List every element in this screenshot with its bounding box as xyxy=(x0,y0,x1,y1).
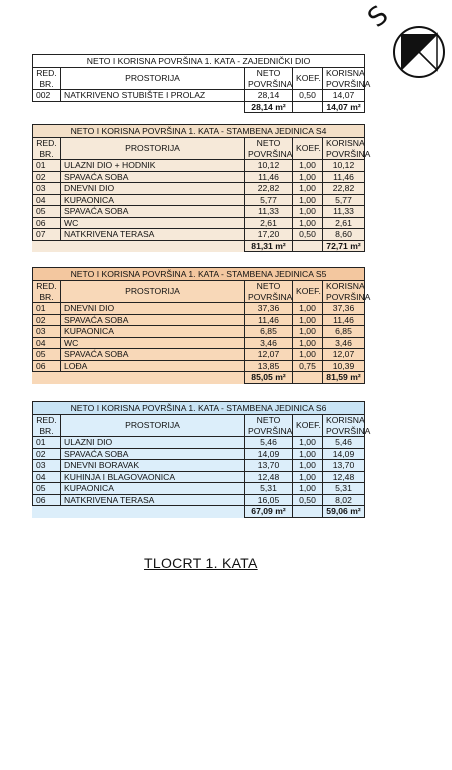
row-net-area: 11,46 xyxy=(245,171,293,183)
header-usable-area: KORISNA POVRŠINA xyxy=(323,138,365,160)
table-title-row xyxy=(33,402,365,415)
row-room: SPAVAĆA SOBA xyxy=(61,349,245,361)
header-net-area: NETO POVRŠINA xyxy=(245,281,293,303)
row-room: KUHINJA I BLAGOVAONICA xyxy=(61,471,245,483)
row-net-area: 3,46 xyxy=(245,337,293,349)
row-coef: 1,00 xyxy=(293,326,323,338)
row-room: KUPAONICA xyxy=(61,194,245,206)
row-number: 002 xyxy=(33,90,61,102)
total-net-area: 85,05 m² xyxy=(245,372,293,384)
row-number: 01 xyxy=(33,160,61,172)
table-title-row xyxy=(33,125,365,138)
row-number: 06 xyxy=(33,217,61,229)
row-coef: 1,00 xyxy=(293,160,323,172)
table-row xyxy=(33,471,365,483)
row-net-area: 11,33 xyxy=(245,206,293,218)
total-spacer-coef xyxy=(293,101,323,113)
row-room: SPAVAĆA SOBA xyxy=(61,206,245,218)
table-header-row xyxy=(33,415,365,437)
row-number: 05 xyxy=(33,206,61,218)
row-usable-area: 11,46 xyxy=(323,314,365,326)
row-coef: 1,00 xyxy=(293,460,323,472)
row-net-area: 28,14 xyxy=(245,90,293,102)
table-row xyxy=(33,303,365,315)
table-unit-s5 xyxy=(32,267,371,384)
row-number: 06 xyxy=(33,494,61,506)
row-number: 02 xyxy=(33,171,61,183)
floor-plan-caption: TLOCRT 1. KATA xyxy=(144,555,258,571)
table-row xyxy=(33,437,365,449)
row-usable-area: 5,46 xyxy=(323,437,365,449)
table-row xyxy=(33,217,365,229)
row-coef: 1,00 xyxy=(293,483,323,495)
header-coef: KOEF. xyxy=(293,138,323,160)
row-coef: 1,00 xyxy=(293,303,323,315)
header-coef: KOEF. xyxy=(293,281,323,303)
row-net-area: 12,07 xyxy=(245,349,293,361)
total-net-area: 81,31 m² xyxy=(245,240,293,252)
table-header-row xyxy=(33,281,365,303)
row-coef: 0,50 xyxy=(293,229,323,241)
row-usable-area: 8,02 xyxy=(323,494,365,506)
row-coef: 1,00 xyxy=(293,337,323,349)
north-arrow-icon xyxy=(392,25,446,79)
row-usable-area: 14,07 xyxy=(323,90,365,102)
header-net-area: NETO POVRŠINA xyxy=(245,415,293,437)
table-header-row xyxy=(33,138,365,160)
row-number: 03 xyxy=(33,326,61,338)
table-title: NETO I KORISNA POVRŠINA 1. KATA - STAMBENA JEDINICA S6 xyxy=(33,402,365,415)
table-total-row xyxy=(33,101,365,113)
row-usable-area: 12,48 xyxy=(323,471,365,483)
total-usable-area: 81,59 m² xyxy=(323,372,365,384)
row-net-area: 12,48 xyxy=(245,471,293,483)
table-header-row xyxy=(33,68,365,90)
table-row xyxy=(33,460,365,472)
table-row xyxy=(33,326,365,338)
row-room: ULAZNI DIO xyxy=(61,437,245,449)
row-usable-area: 5,77 xyxy=(323,194,365,206)
total-spacer xyxy=(33,101,245,113)
row-usable-area: 2,61 xyxy=(323,217,365,229)
row-number: 01 xyxy=(33,303,61,315)
total-spacer-coef xyxy=(293,506,323,518)
row-usable-area: 5,31 xyxy=(323,483,365,495)
row-number: 03 xyxy=(33,183,61,195)
total-spacer-coef xyxy=(293,372,323,384)
table-row xyxy=(33,360,365,372)
table-row xyxy=(33,494,365,506)
row-room: NATKRIVENO STUBIŠTE I PROLAZ xyxy=(61,90,245,102)
row-number: 02 xyxy=(33,448,61,460)
row-number: 03 xyxy=(33,460,61,472)
row-net-area: 17,20 xyxy=(245,229,293,241)
row-coef: 1,00 xyxy=(293,206,323,218)
row-usable-area: 3,46 xyxy=(323,337,365,349)
row-room: ULAZNI DIO + HODNIK xyxy=(61,160,245,172)
row-net-area: 13,70 xyxy=(245,460,293,472)
row-coef: 1,00 xyxy=(293,217,323,229)
row-coef: 0,75 xyxy=(293,360,323,372)
row-net-area: 11,46 xyxy=(245,314,293,326)
table-total-row xyxy=(33,372,365,384)
row-number: 06 xyxy=(33,360,61,372)
row-room: DNEVNI BORAVAK xyxy=(61,460,245,472)
table-row xyxy=(33,483,365,495)
row-coef: 1,00 xyxy=(293,194,323,206)
table-title-row xyxy=(33,55,365,68)
total-spacer xyxy=(33,240,245,252)
total-usable-area: 59,06 m² xyxy=(323,506,365,518)
row-net-area: 6,85 xyxy=(245,326,293,338)
row-net-area: 14,09 xyxy=(245,448,293,460)
row-net-area: 16,05 xyxy=(245,494,293,506)
header-room: PROSTORIJA xyxy=(61,68,245,90)
table-row xyxy=(33,229,365,241)
row-room: KUPAONICA xyxy=(61,326,245,338)
row-usable-area: 13,70 xyxy=(323,460,365,472)
row-net-area: 13,85 xyxy=(245,360,293,372)
table-row xyxy=(33,183,365,195)
row-net-area: 22,82 xyxy=(245,183,293,195)
row-number: 04 xyxy=(33,194,61,206)
total-net-area: 28,14 m² xyxy=(245,101,293,113)
row-number: 04 xyxy=(33,471,61,483)
row-usable-area: 12,07 xyxy=(323,349,365,361)
row-number: 04 xyxy=(33,337,61,349)
row-room: KUPAONICA xyxy=(61,483,245,495)
header-coef: KOEF. xyxy=(293,415,323,437)
header-no: RED. BR. xyxy=(33,68,61,90)
header-room: PROSTORIJA xyxy=(61,138,245,160)
header-usable-area: KORISNA POVRŠINA xyxy=(323,68,365,90)
header-no: RED. BR. xyxy=(33,415,61,437)
table-total-row xyxy=(33,506,365,518)
header-coef: KOEF. xyxy=(293,68,323,90)
total-spacer xyxy=(33,372,245,384)
row-coef: 1,00 xyxy=(293,471,323,483)
row-coef: 1,00 xyxy=(293,314,323,326)
row-net-area: 5,31 xyxy=(245,483,293,495)
row-room: NATKRIVENA TERASA xyxy=(61,494,245,506)
row-number: 01 xyxy=(33,437,61,449)
table-row xyxy=(33,206,365,218)
header-usable-area: KORISNA POVRŠINA xyxy=(323,415,365,437)
row-room: DNEVNI DIO xyxy=(61,303,245,315)
table-row xyxy=(33,194,365,206)
table-unit-s6 xyxy=(32,401,371,518)
table-title: NETO I KORISNA POVRŠINA 1. KATA - STAMBENA JEDINICA S4 xyxy=(33,125,365,138)
row-net-area: 10,12 xyxy=(245,160,293,172)
table-row xyxy=(33,349,365,361)
total-usable-area: 72,71 m² xyxy=(323,240,365,252)
row-coef: 0,50 xyxy=(293,494,323,506)
header-no: RED. BR. xyxy=(33,138,61,160)
row-number: 07 xyxy=(33,229,61,241)
row-coef: 0,50 xyxy=(293,90,323,102)
total-net-area: 67,09 m² xyxy=(245,506,293,518)
row-number: 05 xyxy=(33,483,61,495)
row-usable-area: 11,46 xyxy=(323,171,365,183)
table-row xyxy=(33,314,365,326)
total-spacer-coef xyxy=(293,240,323,252)
row-usable-area: 10,39 xyxy=(323,360,365,372)
header-usable-area: KORISNA POVRŠINA xyxy=(323,281,365,303)
table-title-row xyxy=(33,268,365,281)
row-number: 02 xyxy=(33,314,61,326)
table-unit-s4 xyxy=(32,124,371,252)
row-room: NATKRIVENA TERASA xyxy=(61,229,245,241)
header-net-area: NETO POVRŠINA xyxy=(245,138,293,160)
row-coef: 1,00 xyxy=(293,171,323,183)
row-usable-area: 6,85 xyxy=(323,326,365,338)
table-row xyxy=(33,90,365,102)
row-coef: 1,00 xyxy=(293,448,323,460)
row-usable-area: 10,12 xyxy=(323,160,365,172)
table-title: NETO I KORISNA POVRŠINA 1. KATA - STAMBENA JEDINICA S5 xyxy=(33,268,365,281)
row-net-area: 5,77 xyxy=(245,194,293,206)
row-room: SPAVAĆA SOBA xyxy=(61,448,245,460)
header-room: PROSTORIJA xyxy=(61,415,245,437)
row-net-area: 5,46 xyxy=(245,437,293,449)
row-net-area: 2,61 xyxy=(245,217,293,229)
row-usable-area: 14,09 xyxy=(323,448,365,460)
table-common-area xyxy=(32,54,371,113)
row-coef: 1,00 xyxy=(293,437,323,449)
row-coef: 1,00 xyxy=(293,349,323,361)
row-room: WC xyxy=(61,337,245,349)
row-coef: 1,00 xyxy=(293,183,323,195)
row-room: DNEVNI DIO xyxy=(61,183,245,195)
north-letter: S xyxy=(362,0,395,34)
row-net-area: 37,36 xyxy=(245,303,293,315)
row-usable-area: 11,33 xyxy=(323,206,365,218)
table-title: NETO I KORISNA POVRŠINA 1. KATA - ZAJEDNIČKI DIO xyxy=(33,55,365,68)
header-no: RED. BR. xyxy=(33,281,61,303)
row-usable-area: 8,60 xyxy=(323,229,365,241)
row-usable-area: 22,82 xyxy=(323,183,365,195)
table-row xyxy=(33,448,365,460)
total-spacer xyxy=(33,506,245,518)
table-row xyxy=(33,171,365,183)
row-room: LOĐA xyxy=(61,360,245,372)
header-net-area: NETO POVRŠINA xyxy=(245,68,293,90)
row-room: WC xyxy=(61,217,245,229)
table-total-row xyxy=(33,240,365,252)
row-room: SPAVAĆA SOBA xyxy=(61,171,245,183)
row-number: 05 xyxy=(33,349,61,361)
total-usable-area: 14,07 m² xyxy=(323,101,365,113)
table-row xyxy=(33,160,365,172)
row-usable-area: 37,36 xyxy=(323,303,365,315)
header-room: PROSTORIJA xyxy=(61,281,245,303)
row-room: SPAVAĆA SOBA xyxy=(61,314,245,326)
table-row xyxy=(33,337,365,349)
